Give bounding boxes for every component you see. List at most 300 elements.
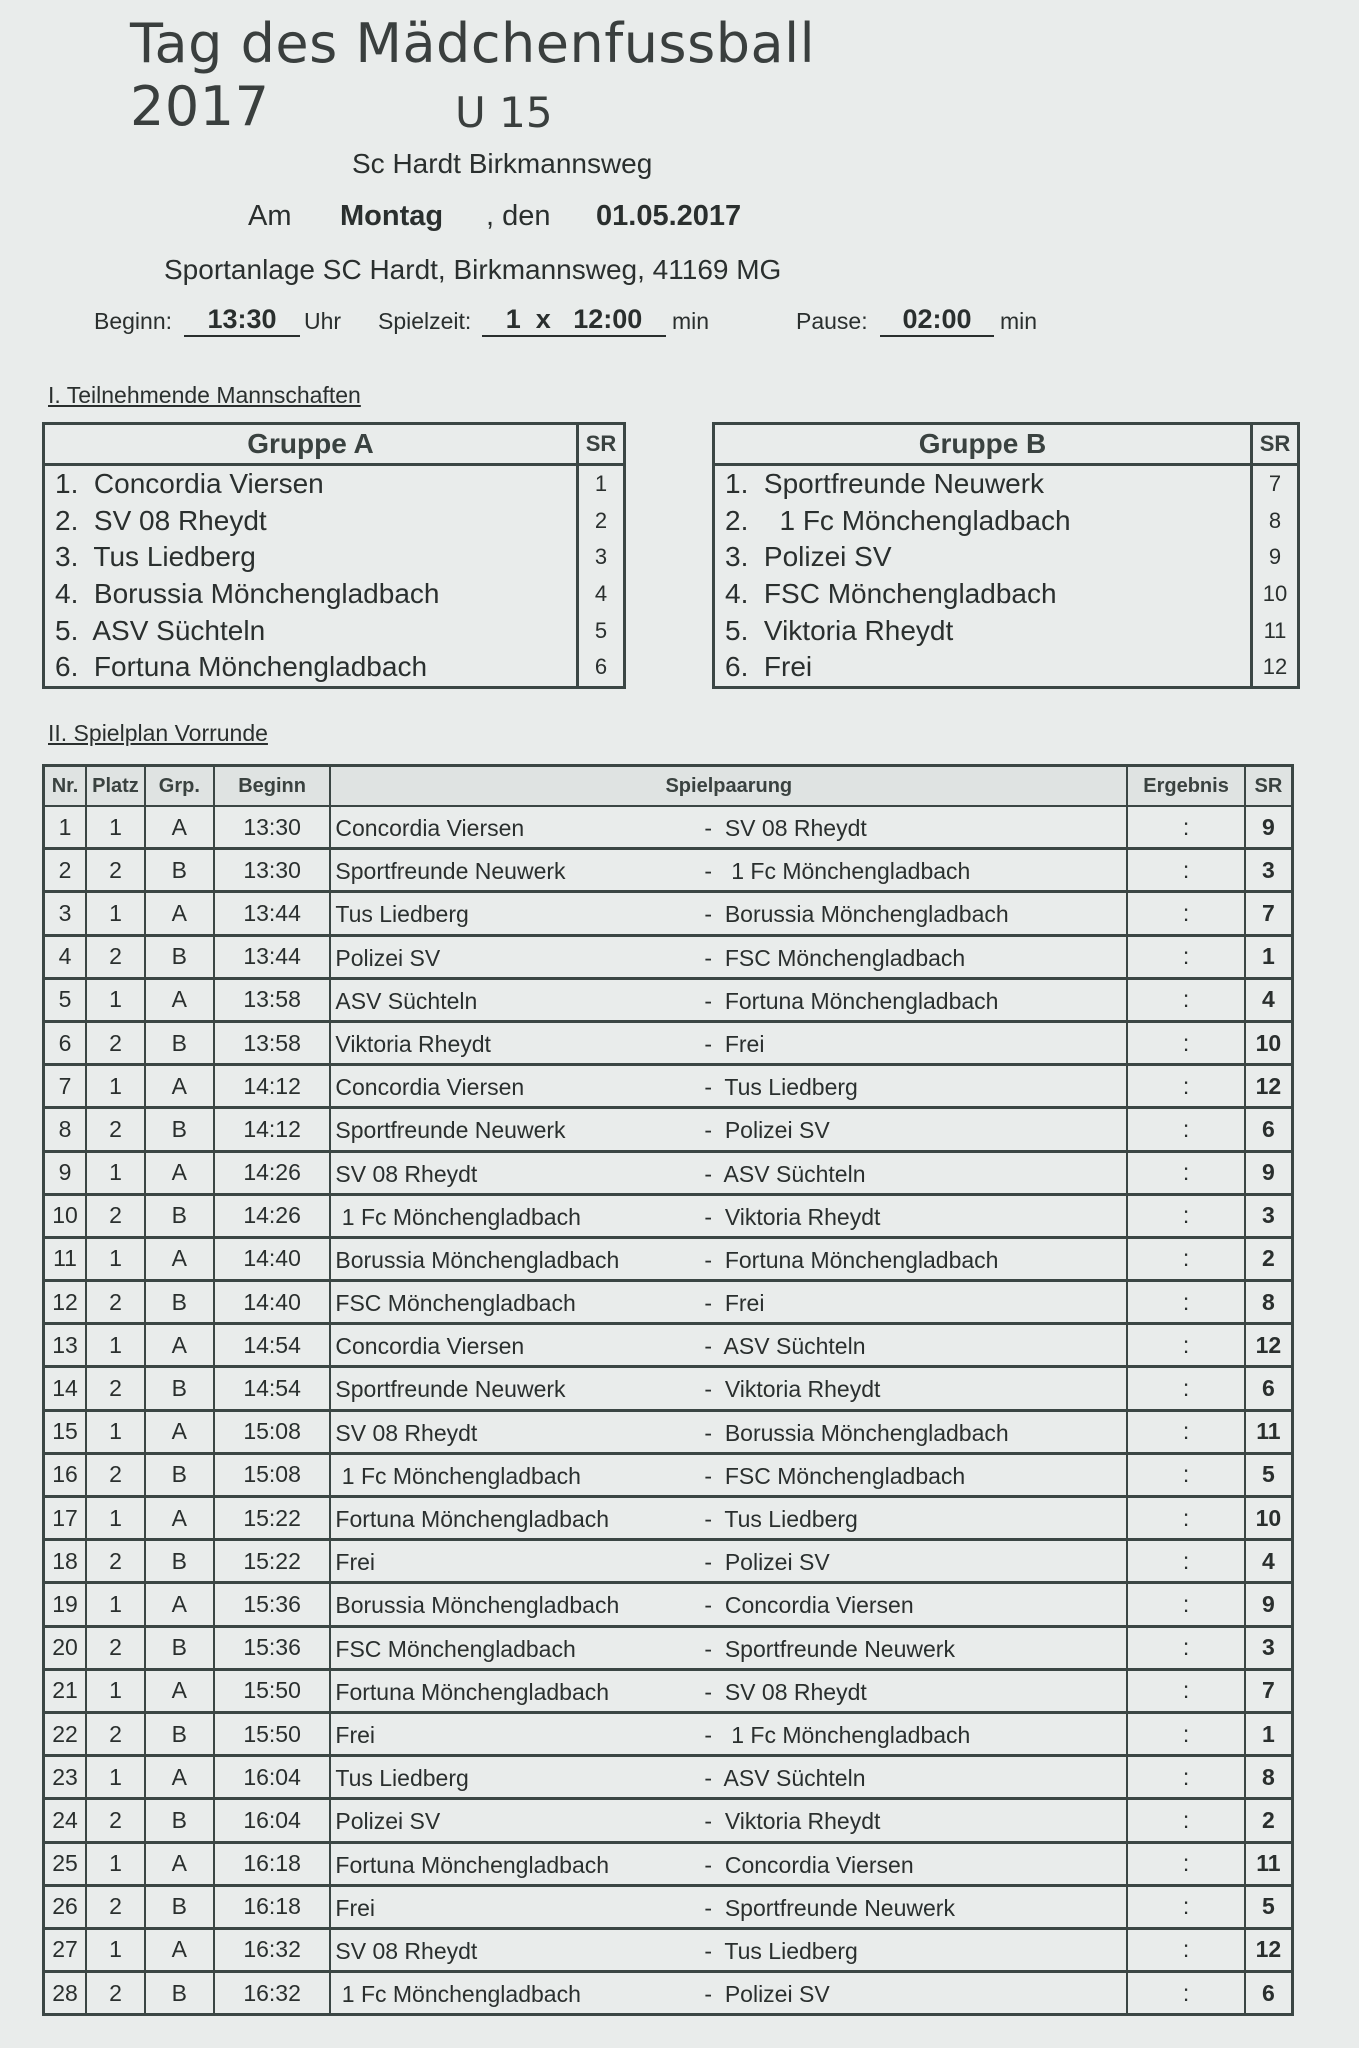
referee-number: 12 — [1245, 1928, 1293, 1971]
spielzeit-value: 1 x 12:00 — [482, 304, 666, 337]
match-number: 26 — [44, 1885, 87, 1928]
away-team: - Borussia Mönchengladbach — [704, 1419, 1009, 1446]
result-field[interactable]: : — [1127, 935, 1245, 978]
start-time: 13:58 — [214, 1021, 331, 1064]
home-team: Sportfreunde Neuwerk — [335, 1376, 566, 1403]
referee-number: 8 — [1245, 1281, 1293, 1324]
away-team: - Borussia Mönchengladbach — [704, 901, 1009, 928]
match-number: 21 — [44, 1669, 87, 1712]
pitch-number: 2 — [86, 1540, 145, 1583]
team-name: 3. Tus Liedberg — [55, 541, 256, 573]
match-number: 3 — [44, 892, 87, 935]
am-label: Am — [248, 200, 292, 232]
pairing — [330, 1928, 1127, 1971]
group-letter: A — [145, 806, 214, 849]
away-team: - SV 08 Rheydt — [704, 1678, 867, 1705]
team-referee-number: 9 — [1252, 539, 1298, 576]
pitch-number: 2 — [86, 849, 145, 892]
pitch-number: 2 — [86, 1885, 145, 1928]
match-row — [44, 1021, 1293, 1064]
start-time: 13:44 — [214, 892, 331, 935]
match-number: 10 — [44, 1194, 87, 1237]
home-team: Tus Liedberg — [335, 1765, 469, 1792]
match-number: 16 — [44, 1453, 87, 1496]
group-letter: B — [145, 1108, 214, 1151]
result-field[interactable]: : — [1127, 1756, 1245, 1799]
page-title: Tag des Mädchenfussball 2017 — [130, 12, 816, 138]
pairing — [330, 1194, 1127, 1237]
group-letter: A — [145, 1497, 214, 1540]
match-row — [44, 1669, 1293, 1712]
group-a-team-row — [45, 649, 623, 686]
away-team: - Sportfreunde Neuwerk — [704, 1635, 955, 1662]
age-group: U 15 — [455, 88, 553, 137]
start-time: 16:18 — [214, 1842, 331, 1885]
pitch-number: 2 — [86, 1972, 145, 2015]
pitch-number: 2 — [86, 1712, 145, 1755]
col-grp: Grp. — [145, 766, 214, 807]
away-team: - Fortuna Mönchengladbach — [704, 1246, 999, 1273]
home-team: FSC Mönchengladbach — [335, 1290, 576, 1317]
start-time: 14:54 — [214, 1324, 331, 1367]
group-letter: A — [145, 1237, 214, 1280]
group-a-team-row — [45, 465, 623, 503]
away-team: - Frei — [704, 1290, 765, 1317]
result-field[interactable]: : — [1127, 1583, 1245, 1626]
result-field[interactable]: : — [1127, 1367, 1245, 1410]
home-team: ASV Süchteln — [335, 987, 478, 1014]
match-number: 13 — [44, 1324, 87, 1367]
start-time: 14:40 — [214, 1237, 331, 1280]
match-row — [44, 1842, 1293, 1885]
match-number: 15 — [44, 1410, 87, 1453]
group-letter: B — [145, 1885, 214, 1928]
referee-number: 10 — [1245, 1021, 1293, 1064]
start-time: 14:26 — [214, 1194, 331, 1237]
match-row — [44, 1453, 1293, 1496]
home-team: Fortuna Mönchengladbach — [335, 1506, 610, 1532]
away-team: - FSC Mönchengladbach — [704, 1462, 966, 1489]
result-field[interactable]: : — [1127, 1928, 1245, 1971]
away-team: - Polizei SV — [704, 1981, 830, 2008]
pairing — [330, 1583, 1127, 1626]
team-name: 4. Borussia Mönchengladbach — [55, 578, 440, 610]
team-referee-number: 2 — [578, 503, 624, 540]
match-number: 27 — [44, 1928, 87, 1971]
spielzeit-label: Spielzeit: — [378, 308, 472, 334]
pitch-number: 2 — [86, 1281, 145, 1324]
group-letter: A — [145, 978, 214, 1021]
result-field[interactable]: : — [1127, 978, 1245, 1021]
home-team: SV 08 Rheydt — [335, 1937, 478, 1964]
result-field[interactable]: : — [1127, 1972, 1245, 2015]
pitch-number: 2 — [86, 1799, 145, 1842]
group-letter: A — [145, 892, 214, 935]
match-row — [44, 1367, 1293, 1410]
match-number: 17 — [44, 1497, 87, 1540]
result-field[interactable]: : — [1127, 1324, 1245, 1367]
pitch-number: 1 — [86, 806, 145, 849]
match-row — [44, 935, 1293, 978]
result-field[interactable]: : — [1127, 806, 1245, 849]
result-field[interactable]: : — [1127, 1626, 1245, 1669]
team-name: 1. Concordia Viersen — [55, 468, 324, 500]
match-number: 18 — [44, 1540, 87, 1583]
referee-number: 5 — [1245, 1453, 1293, 1496]
group-letter: A — [145, 1842, 214, 1885]
match-number: 9 — [44, 1151, 87, 1194]
col-beginn: Beginn — [214, 766, 331, 807]
home-team: SV 08 Rheydt — [335, 1160, 478, 1187]
group-b-title: Gruppe B — [715, 425, 1252, 465]
pitch-number: 2 — [86, 1108, 145, 1151]
pairing — [330, 1151, 1127, 1194]
pitch-number: 2 — [86, 1626, 145, 1669]
result-field[interactable]: : — [1127, 1842, 1245, 1885]
result-field[interactable]: : — [1127, 1669, 1245, 1712]
team-referee-number: 10 — [1252, 576, 1298, 613]
start-time: 15:08 — [214, 1410, 331, 1453]
group-letter: B — [145, 1540, 214, 1583]
away-team: - Frei — [704, 1030, 765, 1057]
home-team: Concordia Viersen — [335, 1333, 525, 1360]
venue-address: Sportanlage SC Hardt, Birkmannsweg, 41169 MG — [164, 254, 782, 285]
pitch-number: 1 — [86, 1842, 145, 1885]
team-name: 2. 1 Fc Mönchengladbach — [725, 504, 1071, 536]
group-b-table — [712, 422, 1300, 689]
result-field[interactable]: : — [1127, 849, 1245, 892]
team-referee-number: 12 — [1252, 649, 1298, 686]
result-field[interactable]: : — [1127, 1497, 1245, 1540]
start-time: 13:44 — [214, 935, 331, 978]
pairing — [330, 1842, 1127, 1885]
group-letter: B — [145, 1021, 214, 1064]
away-team: - Fortuna Mönchengladbach — [704, 987, 999, 1014]
group-a-team-row — [45, 539, 623, 576]
match-row — [44, 1756, 1293, 1799]
result-field[interactable]: : — [1127, 1151, 1245, 1194]
pitch-number: 2 — [86, 1194, 145, 1237]
pitch-number: 1 — [86, 1756, 145, 1799]
referee-number: 8 — [1245, 1756, 1293, 1799]
group-a-table — [42, 422, 626, 689]
match-row — [44, 1324, 1293, 1367]
result-field[interactable]: : — [1127, 1237, 1245, 1280]
team-name: 4. FSC Mönchengladbach — [725, 578, 1057, 610]
group-letter: B — [145, 1453, 214, 1496]
pitch-number: 1 — [86, 1151, 145, 1194]
home-team: Frei — [335, 1894, 376, 1921]
pairing — [330, 1237, 1127, 1280]
pitch-number: 1 — [86, 1237, 145, 1280]
home-team: Polizei SV — [335, 1808, 441, 1835]
home-team: Frei — [335, 1721, 376, 1748]
referee-number: 6 — [1245, 1108, 1293, 1151]
result-field[interactable]: : — [1127, 1108, 1245, 1151]
group-letter: B — [145, 1972, 214, 2015]
group-letter: A — [145, 1928, 214, 1971]
match-row — [44, 849, 1293, 892]
group-a-team-row — [45, 576, 623, 613]
team-name: 6. Fortuna Mönchengladbach — [55, 651, 428, 683]
home-team: Tus Liedberg — [335, 901, 469, 928]
group-a-sr-header: SR — [578, 425, 624, 465]
pairing — [330, 1410, 1127, 1453]
group-letter: B — [145, 1799, 214, 1842]
beginn-value: 13:30 — [184, 304, 300, 337]
team-name: 5. ASV Süchteln — [55, 614, 266, 646]
start-time: 13:30 — [214, 806, 331, 849]
start-time: 15:22 — [214, 1497, 331, 1540]
group-letter: B — [145, 1712, 214, 1755]
uhr-label: Uhr — [304, 308, 342, 334]
match-row — [44, 1799, 1293, 1842]
home-team: Fortuna Mönchengladbach — [335, 1678, 610, 1705]
result-field[interactable]: : — [1127, 1021, 1245, 1064]
referee-number: 11 — [1245, 1842, 1293, 1885]
group-b-team-row — [715, 465, 1297, 503]
away-team: - Viktoria Rheydt — [704, 1808, 881, 1835]
referee-number: 11 — [1245, 1410, 1293, 1453]
away-team: - Tus Liedberg — [704, 1074, 858, 1101]
team-referee-number: 8 — [1252, 503, 1298, 540]
away-team: - ASV Süchteln — [704, 1765, 866, 1792]
pause-value: 02:00 — [880, 304, 994, 337]
group-letter: A — [145, 1669, 214, 1712]
referee-number: 3 — [1245, 1194, 1293, 1237]
group-b-team-row — [715, 503, 1297, 540]
team-name: 6. Frei — [725, 651, 813, 683]
group-letter: A — [145, 1065, 214, 1108]
match-row — [44, 1540, 1293, 1583]
start-time: 15:50 — [214, 1669, 331, 1712]
match-number: 7 — [44, 1065, 87, 1108]
den-label: , den — [486, 200, 551, 232]
away-team: - Viktoria Rheydt — [704, 1203, 881, 1230]
start-time: 15:22 — [214, 1540, 331, 1583]
pairing — [330, 1497, 1127, 1540]
match-number: 22 — [44, 1712, 87, 1755]
pitch-number: 1 — [86, 892, 145, 935]
result-field[interactable]: : — [1127, 1281, 1245, 1324]
group-b-team-row — [715, 649, 1297, 686]
min-label-1: min — [672, 308, 710, 334]
pitch-number: 1 — [86, 978, 145, 1021]
group-letter: A — [145, 1151, 214, 1194]
col-sr: SR — [1245, 766, 1293, 807]
match-row — [44, 1151, 1293, 1194]
match-number: 20 — [44, 1626, 87, 1669]
away-team: - Sportfreunde Neuwerk — [704, 1894, 955, 1921]
pairing — [330, 892, 1127, 935]
group-letter: B — [145, 1194, 214, 1237]
start-time: 16:04 — [214, 1756, 331, 1799]
group-letter: B — [145, 935, 214, 978]
referee-number: 3 — [1245, 849, 1293, 892]
away-team: - 1 Fc Mönchengladbach — [704, 858, 971, 885]
match-row — [44, 1497, 1293, 1540]
referee-number: 2 — [1245, 1799, 1293, 1842]
pairing — [330, 1324, 1127, 1367]
min-label-2: min — [1000, 308, 1038, 334]
pairing — [330, 1281, 1127, 1324]
pause-label: Pause: — [796, 308, 868, 334]
result-field[interactable]: : — [1127, 1453, 1245, 1496]
match-row — [44, 1712, 1293, 1755]
referee-number: 7 — [1245, 892, 1293, 935]
away-team: - Polizei SV — [704, 1117, 830, 1144]
match-row — [44, 1583, 1293, 1626]
pitch-number: 2 — [86, 1367, 145, 1410]
home-team: Borussia Mönchengladbach — [335, 1592, 620, 1619]
pitch-number: 2 — [86, 1021, 145, 1064]
group-letter: B — [145, 1281, 214, 1324]
match-row — [44, 1928, 1293, 1971]
host-club: Sc Hardt Birkmannsweg — [352, 148, 653, 179]
team-name: 1. Sportfreunde Neuwerk — [725, 468, 1045, 500]
away-team: - ASV Süchteln — [704, 1333, 866, 1360]
start-time: 16:04 — [214, 1799, 331, 1842]
start-time: 13:58 — [214, 978, 331, 1021]
referee-number: 9 — [1245, 1151, 1293, 1194]
result-field[interactable]: : — [1127, 1065, 1245, 1108]
start-time: 14:12 — [214, 1108, 331, 1151]
match-number: 6 — [44, 1021, 87, 1064]
team-referee-number: 1 — [578, 465, 624, 503]
referee-number: 6 — [1245, 1972, 1293, 2015]
pairing — [330, 1669, 1127, 1712]
referee-number: 1 — [1245, 935, 1293, 978]
pairing — [330, 1540, 1127, 1583]
time-line — [94, 304, 1194, 348]
home-team: Concordia Viersen — [335, 815, 525, 841]
pairing — [330, 1756, 1127, 1799]
referee-number: 12 — [1245, 1324, 1293, 1367]
referee-number: 9 — [1245, 806, 1293, 849]
pitch-number: 2 — [86, 1453, 145, 1496]
referee-number: 2 — [1245, 1237, 1293, 1280]
pairing — [330, 1021, 1127, 1064]
pairing — [330, 1799, 1127, 1842]
away-team: - Concordia Viersen — [704, 1851, 914, 1878]
start-time: 15:08 — [214, 1453, 331, 1496]
result-field[interactable]: : — [1127, 1540, 1245, 1583]
start-time: 14:26 — [214, 1151, 331, 1194]
referee-number: 3 — [1245, 1626, 1293, 1669]
away-team: - Tus Liedberg — [704, 1506, 858, 1532]
team-name: 5. Viktoria Rheydt — [725, 614, 954, 646]
group-letter: B — [145, 1626, 214, 1669]
home-team: 1 Fc Mönchengladbach — [335, 1203, 581, 1230]
home-team: Fortuna Mönchengladbach — [335, 1851, 610, 1878]
start-time: 14:40 — [214, 1281, 331, 1324]
match-row — [44, 978, 1293, 1021]
start-time: 15:36 — [214, 1626, 331, 1669]
away-team: - Concordia Viersen — [704, 1592, 914, 1619]
start-time: 16:32 — [214, 1928, 331, 1971]
team-name: 3. Polizei SV — [725, 541, 892, 573]
group-b-sr-header: SR — [1252, 425, 1298, 465]
result-field[interactable]: : — [1127, 1885, 1245, 1928]
match-number: 8 — [44, 1108, 87, 1151]
result-field[interactable]: : — [1127, 1410, 1245, 1453]
team-referee-number: 3 — [578, 539, 624, 576]
home-team: Concordia Viersen — [335, 1074, 525, 1101]
pitch-number: 1 — [86, 1410, 145, 1453]
away-team: - Polizei SV — [704, 1549, 830, 1576]
referee-number: 1 — [1245, 1712, 1293, 1755]
result-field[interactable]: : — [1127, 1799, 1245, 1842]
home-team: Borussia Mönchengladbach — [335, 1246, 620, 1273]
home-team: SV 08 Rheydt — [335, 1419, 478, 1446]
away-team: - Tus Liedberg — [704, 1937, 858, 1964]
referee-number: 7 — [1245, 1669, 1293, 1712]
col-spielpaarung: Spielpaarung — [330, 766, 1127, 807]
pairing — [330, 1453, 1127, 1496]
pairing — [330, 935, 1127, 978]
match-number: 1 — [44, 806, 87, 849]
home-team: 1 Fc Mönchengladbach — [335, 1462, 581, 1489]
weekday: Montag — [340, 200, 444, 232]
pairing — [330, 1972, 1127, 2015]
match-number: 25 — [44, 1842, 87, 1885]
pitch-number: 1 — [86, 1065, 145, 1108]
away-team: - SV 08 Rheydt — [704, 815, 867, 841]
match-number: 28 — [44, 1972, 87, 2015]
section-teams-heading: I. Teilnehmende Mannschaften — [48, 382, 361, 408]
match-row — [44, 1885, 1293, 1928]
match-row — [44, 1626, 1293, 1669]
result-field[interactable]: : — [1127, 1712, 1245, 1755]
referee-number: 10 — [1245, 1497, 1293, 1540]
referee-number: 12 — [1245, 1065, 1293, 1108]
start-time: 16:32 — [214, 1972, 331, 2015]
home-team: Frei — [335, 1549, 376, 1576]
team-name: 2. SV 08 Rheydt — [55, 504, 267, 536]
pairing — [330, 1065, 1127, 1108]
away-team: - ASV Süchteln — [704, 1160, 866, 1187]
match-number: 23 — [44, 1756, 87, 1799]
match-row — [44, 1108, 1293, 1151]
result-field[interactable]: : — [1127, 1194, 1245, 1237]
match-row — [44, 806, 1293, 849]
event-date: 01.05.2017 — [596, 200, 742, 232]
pairing — [330, 978, 1127, 1021]
group-a-title: Gruppe A — [45, 425, 578, 465]
away-team: - 1 Fc Mönchengladbach — [704, 1721, 971, 1748]
referee-number: 4 — [1245, 1540, 1293, 1583]
group-b-team-row — [715, 612, 1297, 649]
pitch-number: 1 — [86, 1669, 145, 1712]
start-time: 14:54 — [214, 1367, 331, 1410]
away-team: - Viktoria Rheydt — [704, 1376, 881, 1403]
start-time: 15:50 — [214, 1712, 331, 1755]
referee-number: 9 — [1245, 1583, 1293, 1626]
away-team: - FSC Mönchengladbach — [704, 944, 966, 971]
result-field[interactable]: : — [1127, 892, 1245, 935]
home-team: 1 Fc Mönchengladbach — [335, 1981, 581, 2008]
home-team: Viktoria Rheydt — [335, 1030, 491, 1057]
match-number: 11 — [44, 1237, 87, 1280]
group-a-team-row — [45, 503, 623, 540]
group-b-team-row — [715, 576, 1297, 613]
referee-number: 5 — [1245, 1885, 1293, 1928]
home-team: Sportfreunde Neuwerk — [335, 858, 566, 885]
match-row — [44, 1237, 1293, 1280]
group-letter: A — [145, 1324, 214, 1367]
pairing — [330, 1626, 1127, 1669]
match-row — [44, 1194, 1293, 1237]
